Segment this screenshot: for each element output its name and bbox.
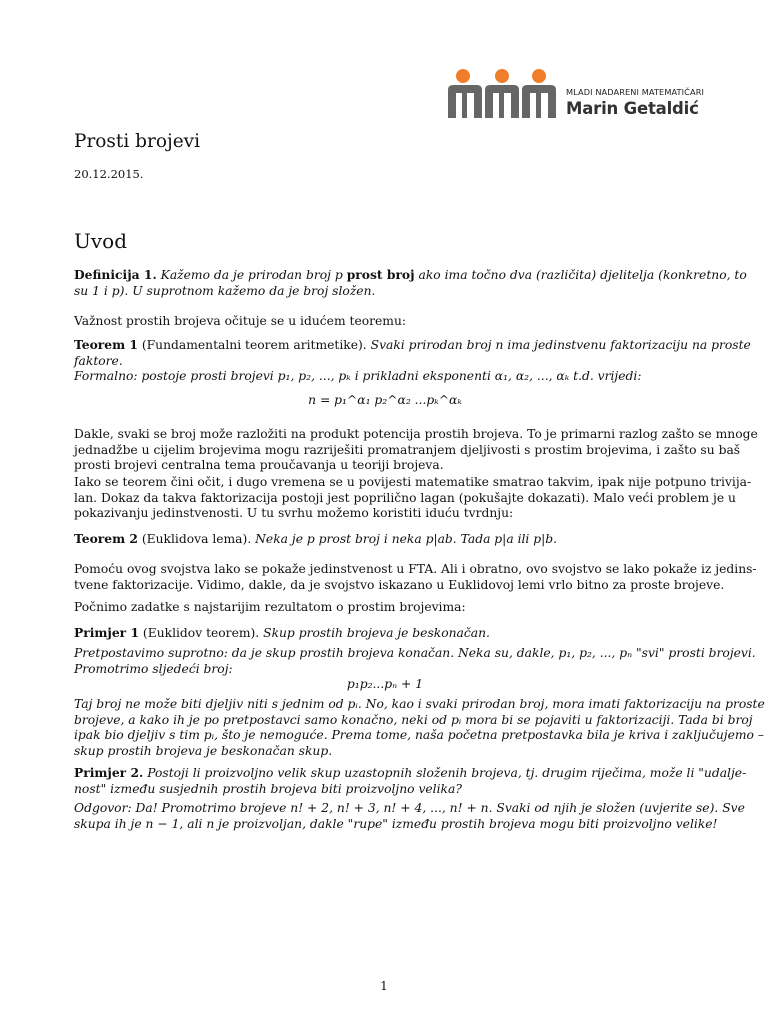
theorem-label: Teorem 2: [74, 531, 138, 546]
answer-line: Odgovor: Da! Promotrimo brojeve n! + 2, n! + 3, n! + 4, ..., n! + n. Svaki od njih je složen (uvjerite se). Sve: [74, 801, 745, 815]
paragraph-line: Dakle, svaki se broj može razložiti na produkt potencija prostih brojeva. To je primarni razlog zašto se mnoge: [74, 427, 758, 441]
intro-text: Važnost prostih brojeva očituje se u idućem teoremu:: [74, 314, 407, 328]
section-heading: Uvod: [74, 229, 127, 253]
logo-dot: [495, 69, 509, 83]
theorem-text: Neka je p prost broj i neka p|ab. Tada p|a ili p|b.: [255, 532, 558, 546]
paragraph-line: Pomoću ovog svojstva lako se pokaže jedinstvenost u FTA. Ali i obratno, ovo svojstvo se lako pokaže iz jedins-: [74, 562, 757, 576]
logo: [448, 68, 708, 120]
theorem-name: (Euklidova lema).: [141, 532, 252, 546]
answer-line: skupa ih je n − 1, ali n je proizvoljan, dakle "rupe" između prostih brojeva mogu biti proizvoljno velike!: [74, 816, 718, 831]
formula-product: p₁p₂...pₙ + 1: [346, 677, 424, 691]
paragraph-3: [74, 562, 757, 593]
logo-subtitle: MLADI NADARENI MATEMATIČARI: [566, 87, 704, 97]
paragraph-line: lan. Dokaz da takva faktorizacija postoji jest poprilično lagan (pokušajte dokazati). Malo veći problem je u: [74, 490, 736, 505]
proof-line: Taj broj ne može biti djeljiv niti s jednim od pᵢ. No, kao i svaki prirodan broj, mora imati faktorizaciju na proste: [74, 697, 765, 711]
example-1: [74, 625, 696, 642]
theorem-text: Formalno: postoje prosti brojevi p₁, p₂, ..., pₖ i prikladni eksponenti α₁, α₂, ..., αₖ t.d. vrijedi:: [74, 369, 642, 384]
example-2-answer: [74, 801, 745, 832]
intro-paragraph: [74, 314, 696, 330]
proof-line: ipak bio djeljiv s tim pᵢ, što je nemoguće. Prema tome, naša početna pretpostavka bila je kriva i zaključujemo –: [74, 728, 764, 743]
logo-name: Marin Getaldić: [566, 99, 699, 118]
example-1-proof-part-2: [74, 697, 765, 759]
paragraph-1: [74, 427, 758, 474]
proof-line: skup prostih brojeva je beskonačan skup.: [74, 743, 333, 758]
definition-text: su 1 i p). U suprotnom kažemo da je broj složen.: [74, 283, 376, 298]
example-name: (Euklidov teorem).: [142, 626, 260, 640]
theorem-text: Svaki prirodan broj n ima jedinstvenu faktorizaciju na proste: [370, 338, 751, 352]
theorem-1: [74, 337, 751, 385]
definition-text: Kažemo da je prirodan broj p: [160, 268, 343, 282]
formula-factorization: n = p₁^α₁ p₂^α₂ ...pₖ^αₖ: [308, 393, 462, 407]
example-text: nost" između susjednih prostih brojeva biti proizvoljno velika?: [74, 781, 462, 796]
example-text: Skup prostih brojeva je beskonačan.: [263, 626, 490, 640]
definition-label: Definicija 1.: [74, 267, 157, 282]
document-title: Prosti brojevi: [74, 131, 201, 152]
paragraph-line: prosti brojevi centralna tema proučavanja u teoriji brojeva.: [74, 458, 444, 473]
example-label: Primjer 2.: [74, 765, 144, 780]
example-2: [74, 765, 747, 797]
paragraph-line: jednadžbe u cijelim brojevima mogu razriješiti promatranjem djeljivosti s prostim brojevima, i zašto su baš: [74, 442, 741, 457]
theorem-text: faktore.: [74, 353, 123, 368]
proof-line: brojeve, a kako ih je po pretpostavci samo konačno, neki od pᵢ mora bi se pojaviti u faktorizaciji. Tada bi broj: [74, 712, 753, 727]
definition-1: [74, 267, 747, 299]
paragraph-line: tvene faktorizacije. Vidimo, dakle, da je svojstvo iskazano u Euklidovoj lemi vrlo bitno za proste brojeve.: [74, 577, 725, 592]
paragraph-line: Iako se teorem čini očit, i dugo vremena se u povijesti matematike smatrao takvim, ipak nije potpuno trivija-: [74, 475, 752, 489]
proof-line: Pretpostavimo suprotno: da je skup prostih brojeva konačan. Neka su, dakle, p₁, p₂, ..., pₙ "svi" prosti brojevi.: [74, 646, 756, 660]
definition-text: ako ima točno dva (različita) djelitelja (konkretno, to: [418, 268, 747, 282]
logo-mark: [448, 68, 558, 120]
paragraph-2: [74, 475, 752, 522]
theorem-2: [74, 531, 696, 548]
paragraph-line: Počnimo zadatke s najstarijim rezultatom o prostim brojevima:: [74, 600, 466, 614]
theorem-name: (Fundamentalni teorem aritmetike).: [141, 338, 367, 352]
paragraph-line: pokazivanju jedinstvenosti. U tu svrhu možemo koristiti iduću tvrdnju:: [74, 506, 514, 521]
document-date: 20.12.2015.: [74, 167, 144, 181]
page-number: 1: [380, 979, 388, 993]
example-1-proof-part-1: [74, 646, 756, 677]
example-label: Primjer 1: [74, 625, 139, 640]
proof-line: Promotrimo sljedeći broj:: [74, 661, 233, 676]
definition-term: prost broj: [346, 267, 415, 282]
logo-dot: [456, 69, 470, 83]
paragraph-4: [74, 600, 696, 616]
example-text: Postoji li proizvoljno velik skup uzastopnih složenih brojeva, tj. drugim riječima, može li "udalje-: [147, 766, 747, 780]
logo-dot: [532, 69, 546, 83]
theorem-label: Teorem 1: [74, 337, 138, 352]
